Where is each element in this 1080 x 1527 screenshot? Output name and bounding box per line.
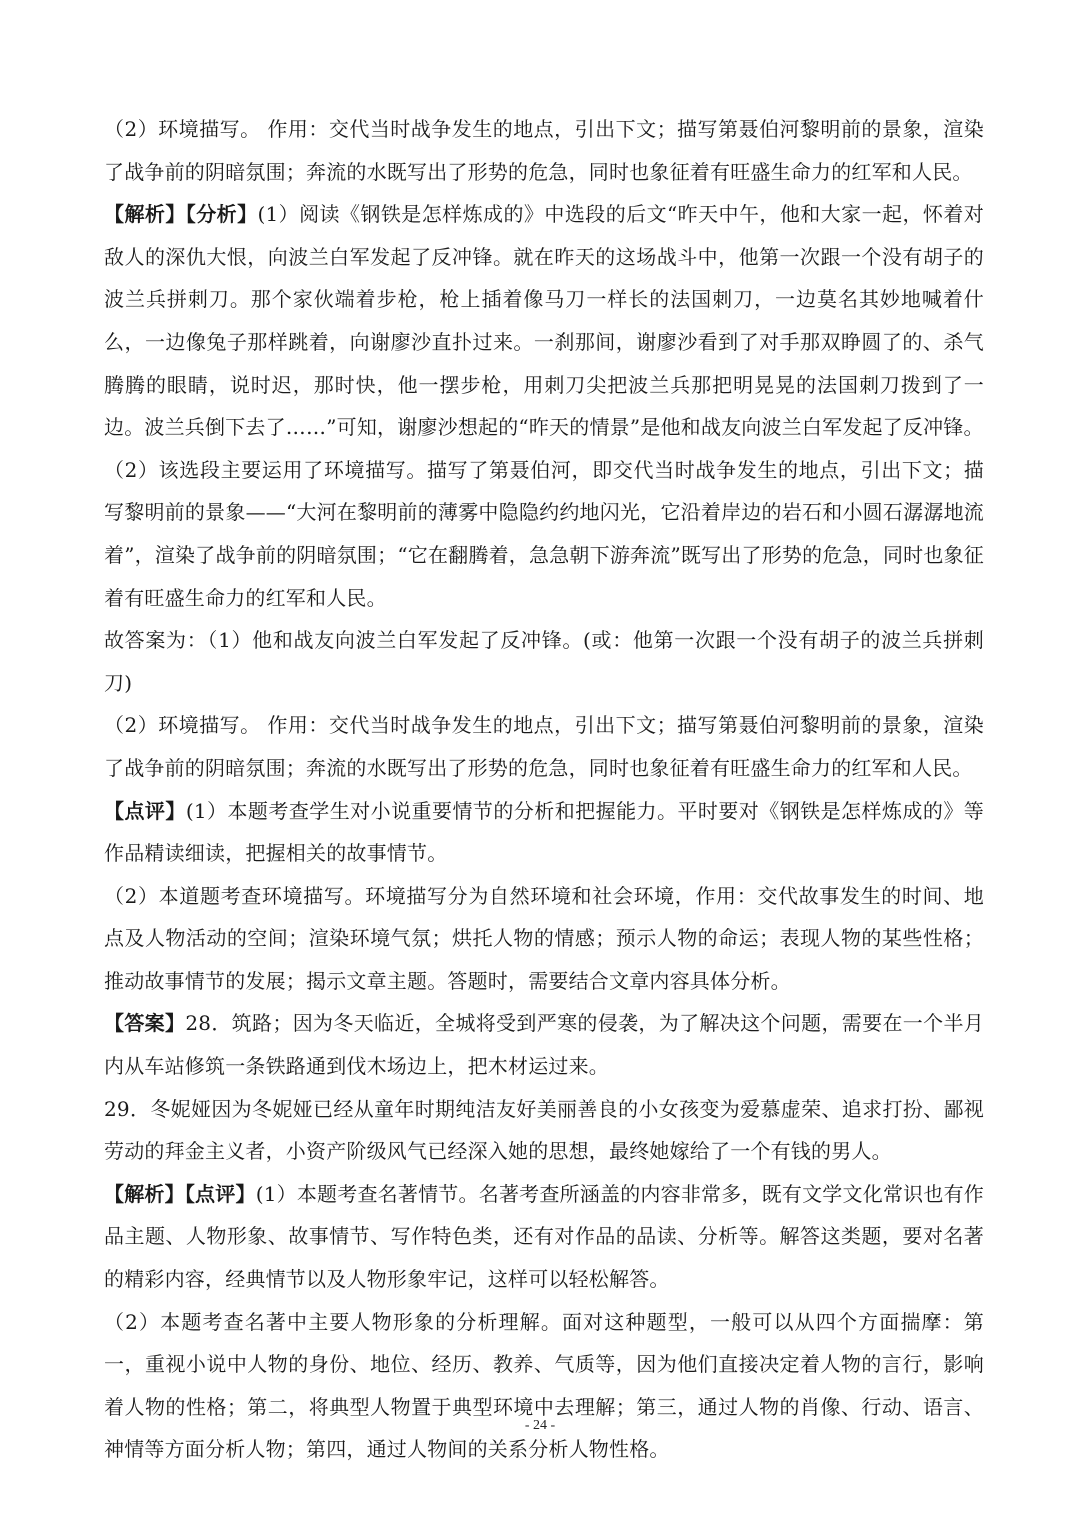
paragraph-8-tag: 【答案】: [104, 1011, 186, 1036]
paragraph-8: [104, 1002, 984, 1087]
page-number: - 24 -: [524, 1418, 556, 1433]
paragraph-7: [104, 875, 984, 1003]
paragraph-2-tag: 【解析】【分析】: [104, 202, 258, 227]
paragraph-2-text: (1）阅读《钢铁是怎样炼成的》中选段的后文“昨天中午，他和大家一起，怀着对敌人的深仇大恨，向波兰白军发起了反冲锋。就在昨天的这场战斗中，他第一次跟一个没有胡子的波兰兵拼刺刀。那个家伙端着步枪，枪上插着像马刀一样长的法国刺刀，一边莫名其妙地喊着什么，一边像兔子那样跳着，向谢廖沙直扑过来。一刹那间，谢廖沙看到了对手那双睁圆了的、杀气腾腾的眼睛，说时迟，那时快，他一摆步枪，用刺刀尖把波兰兵那把明晃晃的法国刺刀拨到了一边。波兰兵倒下去了……”可知，谢廖沙想起的“昨天的情景”是他和战友向波兰白军发起了反冲锋。: [104, 202, 984, 440]
paragraph-6-text: (1）本题考查学生对小说重要情节的分析和把握能力。平时要对《钢铁是怎样炼成的》等作品精读细读，把握相关的故事情节。: [104, 798, 984, 866]
paragraph-9: [104, 1088, 984, 1173]
paragraph-8-text: 28．筑路；因为冬天临近，全城将受到严寒的侵袭，为了解决这个问题，需要在一个半月内从车站修筑一条铁路通到伐木场边上，把木材运过来。: [104, 1011, 984, 1079]
paragraph-3-text: （2）该选段主要运用了环境描写。描写了第聂伯河，即交代当时战争发生的地点，引出下文；描写黎明前的景象——“大河在黎明前的薄雾中隐隐约约地闪光，它沿着岸边的岩石和小圆石潺潺地流着”，渲染了战争前的阴暗氛围；“它在翻腾着，急急朝下游奔流”既写出了形势的危急，同时也象征着有旺盛生命力的红军和人民。: [104, 457, 984, 610]
paragraph-7-text: （2）本道题考查环境描写。环境描写分为自然环境和社会环境，作用：交代故事发生的时间、地点及人物活动的空间；渲染环境气氛；烘托人物的情感；预示人物的命运；表现人物的某些性格；推动故事情节的发展；揭示文章主题。答题时，需要结合文章内容具体分析。: [104, 883, 984, 993]
paragraph-4: [104, 619, 984, 704]
paragraph-10: [104, 1173, 984, 1301]
paragraph-5: [104, 704, 984, 789]
paragraph-1: [104, 108, 984, 193]
document-body: [104, 108, 984, 1471]
paragraph-10-text: (1）本题考查名著情节。名著考查所涵盖的内容非常多，既有文学文化常识也有作品主题、人物形象、故事情节、写作特色类，还有对作品的品读、分析等。解答这类题，要对名著的精彩内容，经典情节以及人物形象牢记，这样可以轻松解答。: [104, 1181, 984, 1292]
paragraph-9-text: 29．冬妮娅因为冬妮娅已经从童年时期纯洁友好美丽善良的小女孩变为爱慕虚荣、追求打扮、鄙视劳动的拜金主义者，小资产阶级风气已经深入她的思想，最终她嫁给了一个有钱的男人。: [104, 1096, 984, 1164]
paragraph-3: [104, 449, 984, 619]
paragraph-5-text: （2）环境描写。 作用：交代当时战争发生的地点，引出下文；描写第聂伯河黎明前的景象，渲染了战争前的阴暗氛围；奔流的水既写出了形势的危急，同时也象征着有旺盛生命力的红军和人民。: [104, 713, 984, 780]
paragraph-4-text: 故答案为：（1）他和战友向波兰白军发起了反冲锋。(或：他第一次跟一个没有胡子的波兰兵拼刺刀): [104, 628, 984, 695]
paragraph-1-text: （2）环境描写。 作用：交代当时战争发生的地点，引出下文；描写第聂伯河黎明前的景象，渲染了战争前的阴暗氛围；奔流的水既写出了形势的危急，同时也象征着有旺盛生命力的红军和人民。: [104, 117, 984, 184]
paragraph-6: [104, 790, 984, 875]
paragraph-6-tag: 【点评】: [104, 798, 186, 823]
paragraph-11: [104, 1301, 984, 1471]
paragraph-2: [104, 193, 984, 449]
paragraph-11-text: （2）本题考查名著中主要人物形象的分析理解。面对这种题型，一般可以从四个方面揣摩：第一，重视小说中人物的身份、地位、经历、教养、气质等，因为他们直接决定着人物的言行，影响着人物的性格；第二，将典型人物置于典型环境中去理解；第三，通过人物的肖像、行动、语言、神情等方面分析人物；第四，通过人物间的关系分析人物性格。: [104, 1309, 984, 1462]
paragraph-10-tag: 【解析】【点评】: [104, 1181, 256, 1206]
